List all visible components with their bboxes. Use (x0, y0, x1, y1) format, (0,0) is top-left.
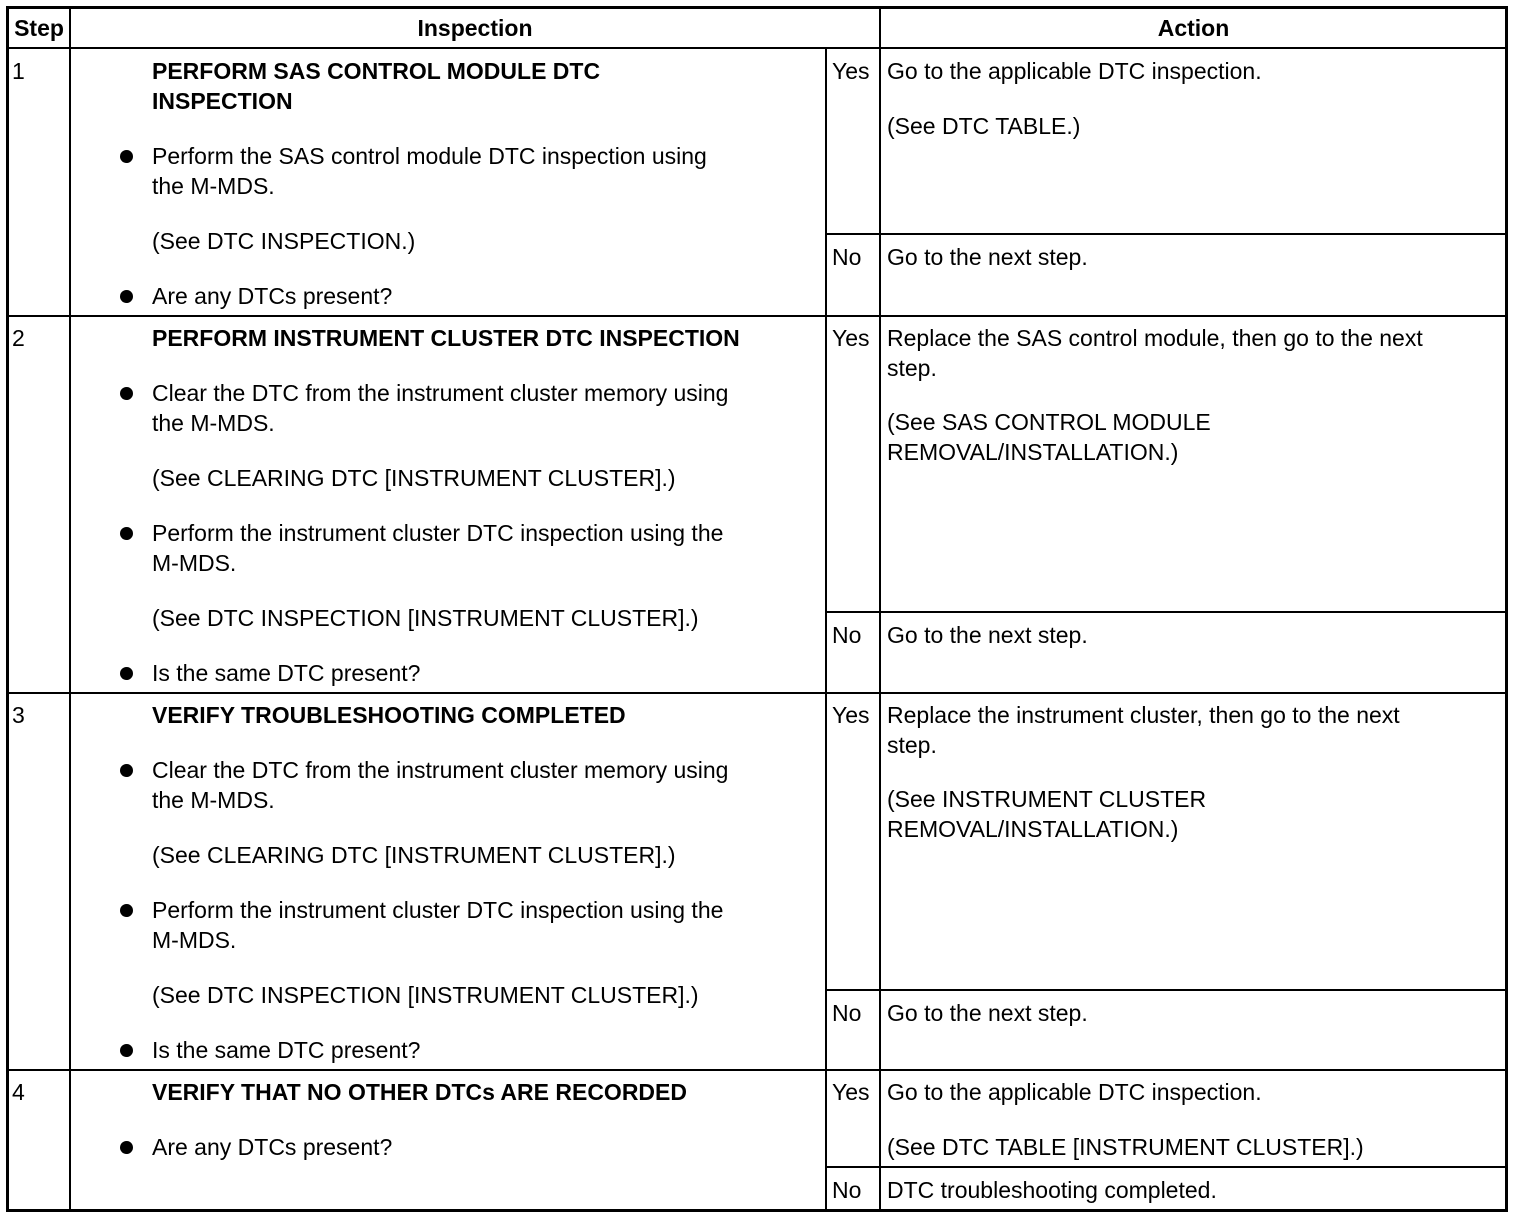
divider-row3-yesno (826, 989, 1506, 991)
inspection-reference: (See CLEARING DTC [INSTRUMENT CLUSTER].) (152, 842, 676, 868)
yes-label: Yes (832, 1079, 870, 1105)
no-label: No (832, 244, 862, 270)
bullet-icon (120, 667, 133, 680)
inspection-instruction: the M-MDS. (152, 173, 275, 199)
inspection-instruction: the M-MDS. (152, 410, 275, 436)
no-action: Go to the next step. (887, 1000, 1088, 1026)
yes-action: Go to the applicable DTC inspection. (887, 1079, 1262, 1105)
inspection-question: Is the same DTC present? (152, 1037, 421, 1063)
inspection-instruction: Perform the instrument cluster DTC inspection using the (152, 897, 724, 923)
step-number: 4 (12, 1079, 25, 1105)
header-action: Action (1157, 15, 1230, 41)
yes-action-reference: REMOVAL/INSTALLATION.) (887, 439, 1179, 465)
bullet-icon (120, 1141, 133, 1154)
inspection-instruction: Perform the SAS control module DTC inspection using (152, 143, 707, 169)
yes-action: step. (887, 355, 937, 381)
step-title: VERIFY THAT NO OTHER DTCs ARE RECORDED (152, 1079, 687, 1105)
inspection-instruction: M-MDS. (152, 927, 237, 953)
inspection-reference: (See CLEARING DTC [INSTRUMENT CLUSTER].) (152, 465, 676, 491)
yes-label: Yes (832, 58, 870, 84)
yes-action-reference: (See DTC TABLE [INSTRUMENT CLUSTER].) (887, 1134, 1364, 1160)
inspection-question: Are any DTCs present? (152, 283, 393, 309)
step-title: VERIFY TROUBLESHOOTING COMPLETED (152, 702, 626, 728)
no-action: DTC troubleshooting completed. (887, 1177, 1217, 1203)
divider-row2-yesno (826, 611, 1506, 613)
inspection-instruction: M-MDS. (152, 550, 237, 576)
yes-label: Yes (832, 325, 870, 351)
bullet-icon (120, 387, 133, 400)
inspection-instruction: Clear the DTC from the instrument cluster memory using (152, 380, 729, 406)
inspection-question: Is the same DTC present? (152, 660, 421, 686)
bullet-icon (120, 150, 133, 163)
inspection-reference: (See DTC INSPECTION [INSTRUMENT CLUSTER].) (152, 605, 699, 631)
yes-label: Yes (832, 702, 870, 728)
inspection-instruction: Clear the DTC from the instrument cluster memory using (152, 757, 729, 783)
bullet-icon (120, 290, 133, 303)
no-label: No (832, 1000, 862, 1026)
divider-yesno-col (825, 48, 827, 1210)
no-action: Go to the next step. (887, 244, 1088, 270)
divider-row1-yesno (826, 233, 1506, 235)
bullet-icon (120, 904, 133, 917)
no-action: Go to the next step. (887, 622, 1088, 648)
yes-action: Replace the instrument cluster, then go to the next (887, 702, 1400, 728)
step-title: PERFORM INSTRUMENT CLUSTER DTC INSPECTION (152, 325, 740, 351)
divider-row3 (8, 1069, 1506, 1071)
header-inspection: Inspection (417, 15, 533, 41)
bullet-icon (120, 1044, 133, 1057)
step-number: 1 (12, 58, 25, 84)
inspection-question: Are any DTCs present? (152, 1134, 393, 1160)
divider-header (8, 47, 1506, 49)
yes-action: Replace the SAS control module, then go to the next (887, 325, 1423, 351)
divider-row2 (8, 692, 1506, 694)
yes-action-reference: REMOVAL/INSTALLATION.) (887, 816, 1179, 842)
yes-action: step. (887, 732, 937, 758)
bullet-icon (120, 764, 133, 777)
step-number: 2 (12, 325, 25, 351)
yes-action-reference: (See INSTRUMENT CLUSTER (887, 786, 1207, 812)
step-title: INSPECTION (152, 88, 293, 114)
inspection-instruction: Perform the instrument cluster DTC inspection using the (152, 520, 724, 546)
inspection-instruction: the M-MDS. (152, 787, 275, 813)
divider-action-col (879, 48, 881, 1210)
step-title: PERFORM SAS CONTROL MODULE DTC (152, 58, 601, 84)
divider-row1 (8, 315, 1506, 317)
yes-action: Go to the applicable DTC inspection. (887, 58, 1262, 84)
no-label: No (832, 1177, 862, 1203)
divider-row4-yesno (826, 1166, 1506, 1168)
step-number: 3 (12, 702, 25, 728)
inspection-reference: (See DTC INSPECTION [INSTRUMENT CLUSTER].) (152, 982, 699, 1008)
inspection-reference: (See DTC INSPECTION.) (152, 228, 416, 254)
header-step: Step (14, 15, 64, 41)
yes-action-reference: (See DTC TABLE.) (887, 113, 1081, 139)
divider-step-col (69, 8, 71, 1210)
bullet-icon (120, 527, 133, 540)
yes-action-reference: (See SAS CONTROL MODULE (887, 409, 1211, 435)
no-label: No (832, 622, 862, 648)
